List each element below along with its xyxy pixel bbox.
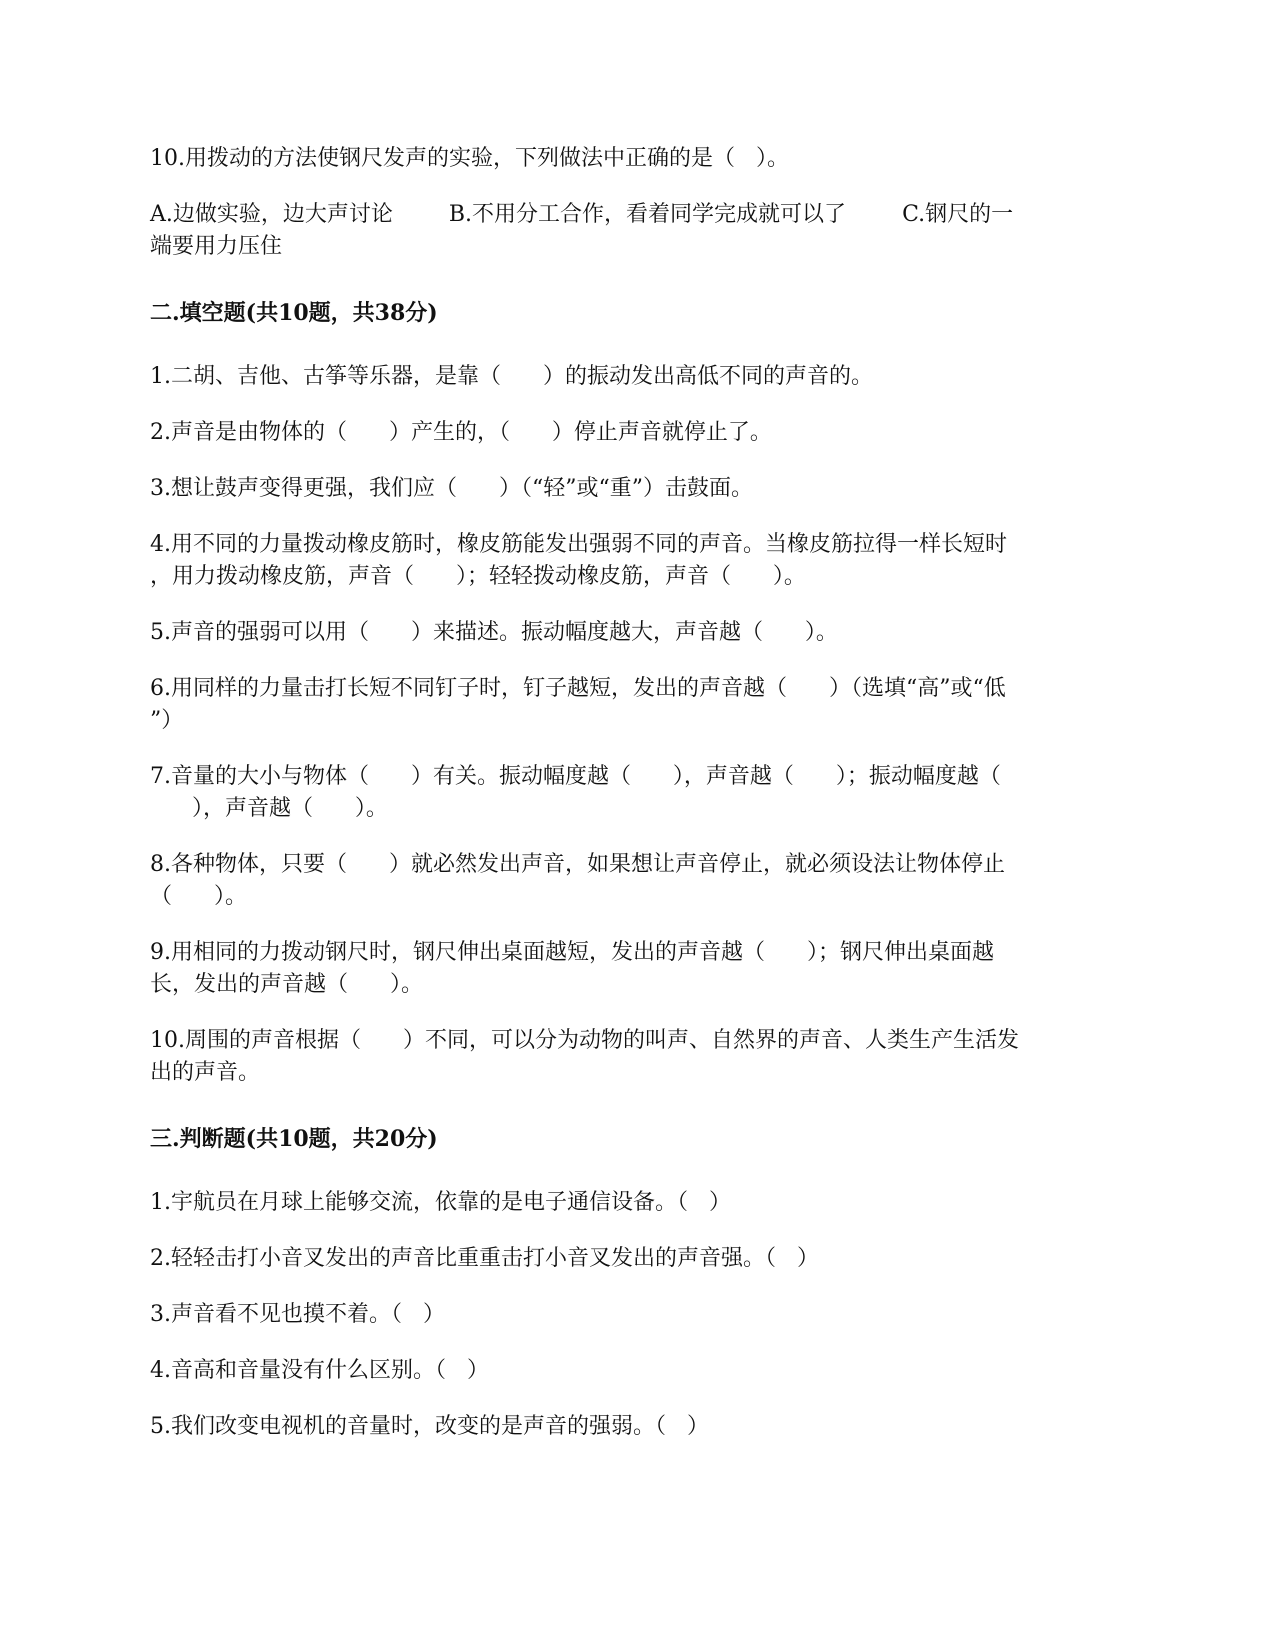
judge-question-4 bbox=[150, 1355, 1125, 1387]
fill-question-9-line-1: 9.用相同的力拨动钢尺时，钢尺伸出桌面越短，发出的声音越（ ）；钢尺伸出桌面越 bbox=[150, 940, 994, 965]
choice-question-10-options bbox=[150, 199, 1125, 263]
fill-question-5-line: 5.声音的强弱可以用（ ）来描述。振动幅度越大，声音越（ ）。 bbox=[150, 620, 838, 645]
judge-question-5-line: 5.我们改变电视机的音量时，改变的是声音的强弱。（ ） bbox=[150, 1414, 709, 1439]
fill-question-9 bbox=[150, 937, 1125, 1001]
option-c: C.钢尺的一 bbox=[902, 202, 1014, 227]
fill-question-8-line-1: 8.各种物体，只要（ ）就必然发出声音，如果想让声音停止，就必须设法让物体停止 bbox=[150, 852, 1005, 877]
fill-question-4 bbox=[150, 529, 1125, 593]
options-line-1 bbox=[150, 199, 1125, 231]
fill-question-3 bbox=[150, 473, 1125, 505]
fill-question-4-line-1: 4.用不同的力量拨动橡皮筋时，橡皮筋能发出强弱不同的声音。当橡皮筋拉得一样长短时 bbox=[150, 532, 1007, 557]
fill-question-6 bbox=[150, 673, 1125, 737]
option-a: A.边做实验，边大声讨论 bbox=[150, 202, 393, 227]
judge-question-3-line: 3.声音看不见也摸不着。（ ） bbox=[150, 1302, 445, 1327]
judge-question-5 bbox=[150, 1411, 1125, 1443]
option-c-continued: 端要用力压住 bbox=[150, 234, 283, 259]
fill-question-7-line-2: ），声音越（ ）。 bbox=[150, 796, 388, 821]
judge-question-1 bbox=[150, 1187, 1125, 1219]
exam-page bbox=[150, 143, 1125, 1467]
fill-question-10 bbox=[150, 1025, 1125, 1089]
fill-question-2 bbox=[150, 417, 1125, 449]
fill-question-5 bbox=[150, 617, 1125, 649]
fill-question-7-line-1: 7.音量的大小与物体（ ）有关。振动幅度越（ ），声音越（ ）；振动幅度越（ bbox=[150, 764, 1001, 789]
fill-question-10-line-1: 10.周围的声音根据（ ）不同，可以分为动物的叫声、自然界的声音、人类生产生活发 bbox=[150, 1028, 1019, 1053]
fill-question-9-line-2: 长，发出的声音越（ ）。 bbox=[150, 972, 423, 997]
fill-question-1 bbox=[150, 361, 1125, 393]
fill-question-6-line-2: ”） bbox=[150, 708, 184, 733]
choice-question-10: 10.用拨动的方法使钢尺发声的实验，下列做法中正确的是（ ）。 bbox=[150, 146, 789, 171]
section-title-fill-in: 二.填空题(共10题，共38分) bbox=[150, 300, 438, 326]
judge-question-1-line: 1.宇航员在月球上能够交流，依靠的是电子通信设备。（ ） bbox=[150, 1190, 731, 1215]
option-b: B.不用分工合作，看着同学完成就可以了 bbox=[448, 202, 847, 227]
fill-question-10-line-2: 出的声音。 bbox=[150, 1060, 261, 1085]
judge-question-2-line: 2.轻轻击打小音叉发出的声音比重重击打小音叉发出的声音强。（ ） bbox=[150, 1246, 819, 1271]
fill-question-8-line-2: （ ）。 bbox=[150, 884, 247, 909]
fill-question-3-line: 3.想让鼓声变得更强，我们应（ ）（“轻”或“重”）击鼓面。 bbox=[150, 476, 753, 501]
fill-question-8 bbox=[150, 849, 1125, 913]
fill-question-2-line: 2.声音是由物体的（ ）产生的，（ ）停止声音就停止了。 bbox=[150, 420, 772, 445]
judge-question-2 bbox=[150, 1243, 1125, 1275]
fill-question-7 bbox=[150, 761, 1125, 825]
section-title-true-false: 三.判断题(共10题，共20分) bbox=[150, 1126, 438, 1152]
judge-question-3 bbox=[150, 1299, 1125, 1331]
fill-question-4-line-2: ，用力拨动橡皮筋，声音（ ）；轻轻拨动橡皮筋，声音（ ）。 bbox=[150, 564, 806, 589]
fill-question-6-line-1: 6.用同样的力量击打长短不同钉子时，钉子越短，发出的声音越（ ）（选填“高”或“低 bbox=[150, 676, 1006, 701]
judge-question-4-line: 4.音高和音量没有什么区别。（ ） bbox=[150, 1358, 489, 1383]
fill-question-1-line: 1.二胡、吉他、古筝等乐器，是靠（ ）的振动发出高低不同的声音的。 bbox=[150, 364, 873, 389]
